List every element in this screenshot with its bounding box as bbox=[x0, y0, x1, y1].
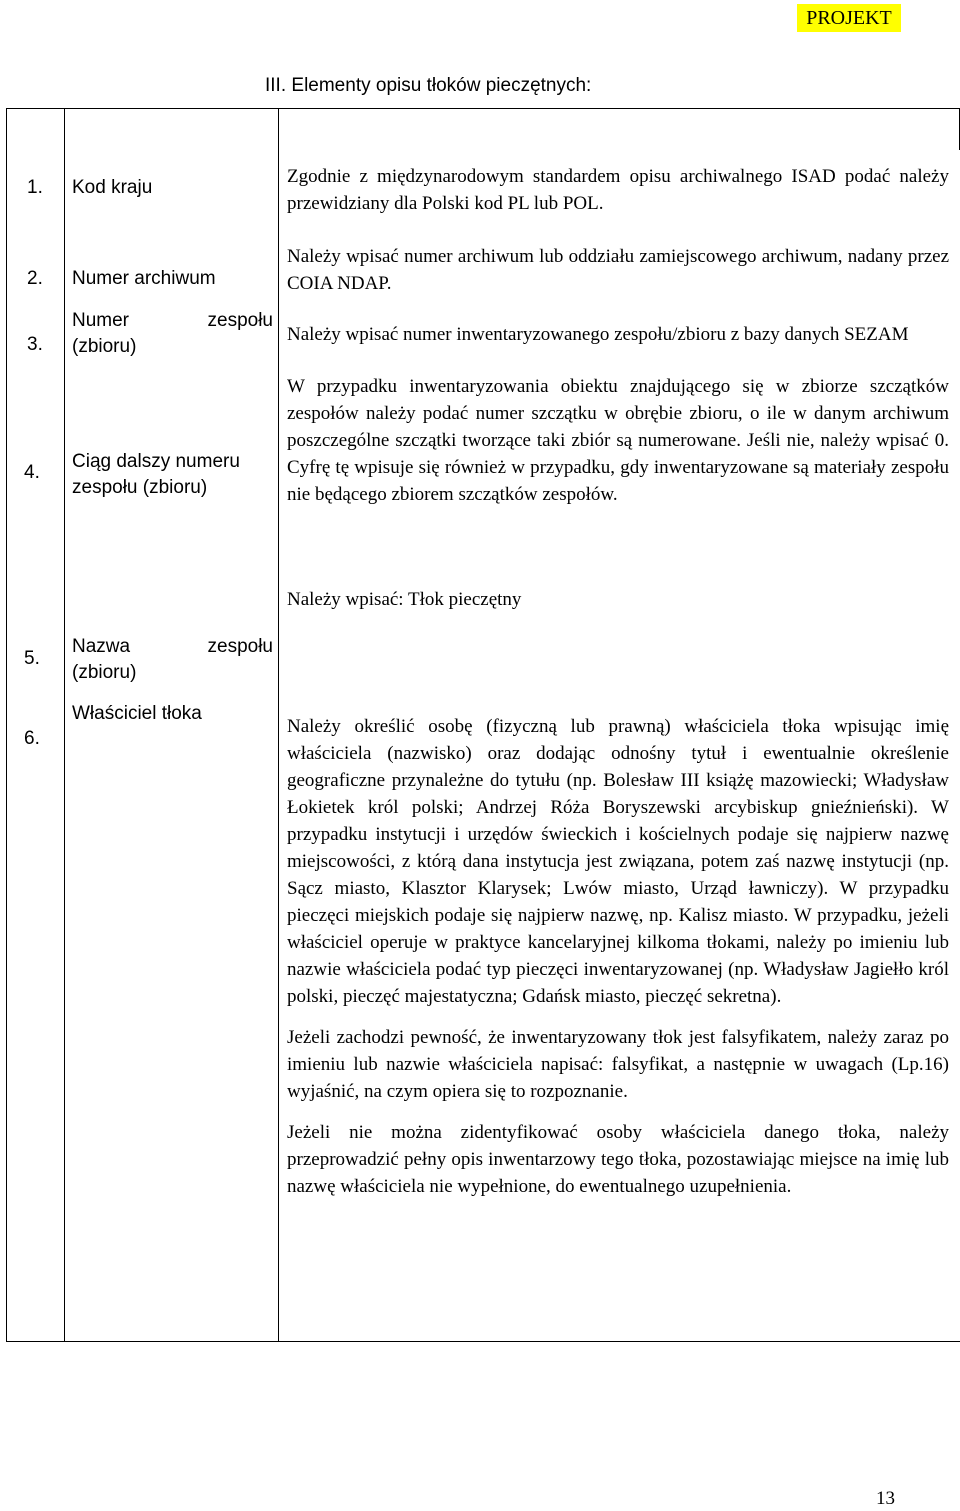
row-label bbox=[72, 634, 273, 686]
description-paragraph: Należy określić osobę (fizyczną lub prawną) właściciela tłoka wpisując imię właściciela (nazwisko) oraz dodając odnośny tytuł i ewentualnie określenie geograficzne przynależne do tytułu (np. Bolesław III książę mazowiecki; Władysław Łokietek król polski; Andrzej Róża Boryszewski arcybiskup gnieźnieński). W przypadku instytucji i urzędów świeckich i kościelnych podaje się najpierw nazwę miejscowości, z którą dana instytucja jest związana, potem zaś nazwę instytucji (np. Sącz miasto, Klasztor Klarysek; Lwów miasto, Urząd ławniczy). W przypadku pieczęci miejskich podaje się najpierw nazwę, np. Kalisz miasto. W przypadku, jeżeli właściciel operuje w praktyce kancelaryjnej kilkoma tłokami, należy po imieniu lub nazwie właściciela podać typ pieczęci inwentaryzowanej (np. Władysław Jagiełło król polski, pieczęć majestatyczna; Gdańsk miasto, pieczęć sekretna). bbox=[287, 716, 949, 1007]
table-top-border bbox=[6, 108, 960, 109]
table-divider-label bbox=[278, 108, 279, 1342]
row-label: Właściciel tłoka bbox=[72, 703, 202, 724]
row-description bbox=[287, 243, 949, 297]
description-paragraph: W przypadku inwentaryzowania obiektu znajdującego się w zbiorze szczątków zespołów należy podać numer szczątku w obrębie zbioru, o ile w danym archiwum poszczególne szczątki tworzące taki zbiór są numerowane. Jeśli nie, należy wpisać 0. Cyfrę tę wpisuje się również w przypadku, gdy inwentaryzowane są materiały zespołu nie będącego zbiorem szczątków zespołów. bbox=[287, 376, 949, 505]
row-number: 6. bbox=[24, 728, 40, 749]
row-label-part: (zbioru) bbox=[72, 662, 137, 683]
description-paragraph: Należy wpisać numer inwentaryzowanego zespołu/zbioru z bazy danych SEZAM bbox=[287, 324, 909, 345]
page-number: 13 bbox=[876, 1488, 895, 1509]
row-description bbox=[287, 586, 949, 613]
description-paragraph: Zgodnie z międzynarodowym standardem opisu archiwalnego ISAD podać należy przewidziany dla Polski kod PL lub POL. bbox=[287, 166, 949, 214]
row-number: 1. bbox=[27, 177, 43, 198]
description-paragraph: Jeżeli zachodzi pewność, że inwentaryzowany tłok jest falsyfikatem, należy zaraz po imieniu lub nazwie właściciela napisać: falsyfikat, a następnie w uwagach (Lp.16) wyjaśnić, na czym opiera się to rozpoznanie. bbox=[287, 1027, 949, 1102]
table-divider-number bbox=[64, 108, 65, 1342]
table-bottom-border bbox=[6, 1341, 960, 1342]
row-label-part: zespołu bbox=[207, 310, 273, 331]
row-number: 3. bbox=[27, 334, 43, 355]
row-description bbox=[287, 713, 949, 1200]
row-label-part: zespołu bbox=[207, 636, 273, 657]
row-number: 5. bbox=[24, 648, 40, 669]
row-label-part: (zbioru) bbox=[72, 336, 137, 357]
row-label-part: zespołu (zbioru) bbox=[72, 477, 208, 498]
row-description bbox=[287, 321, 949, 348]
table-left-border bbox=[6, 108, 7, 1342]
description-paragraph: Należy wpisać numer archiwum lub oddziału zamiejscowego archiwum, nadany przez COIA NDAP. bbox=[287, 246, 949, 294]
row-label bbox=[72, 308, 273, 360]
row-description bbox=[287, 373, 949, 508]
description-paragraph: Należy wpisać: Tłok pieczętny bbox=[287, 589, 522, 610]
row-label: Kod kraju bbox=[72, 177, 153, 198]
projekt-badge: PROJEKT bbox=[797, 4, 901, 32]
row-description bbox=[287, 163, 949, 217]
row-label-part: Ciąg dalszy numeru bbox=[72, 451, 240, 472]
section-title: III. Elementy opisu tłoków pieczętnych: bbox=[265, 75, 592, 96]
row-label bbox=[72, 449, 278, 501]
row-label-part: Nazwa bbox=[72, 636, 131, 657]
row-number: 4. bbox=[24, 462, 40, 483]
row-label: Numer archiwum bbox=[72, 268, 216, 289]
description-paragraph: Jeżeli nie można zidentyfikować osoby właściciela danego tłoka, należy przeprowadzić pełny opis inwentarzowy tego tłoka, pozostawiając miejsce na imię lub nazwę właściciela nie wypełnione, do ewentualnego uzupełnienia. bbox=[287, 1122, 949, 1197]
row-number: 2. bbox=[27, 268, 43, 289]
row-label-part: Numer bbox=[72, 310, 130, 331]
